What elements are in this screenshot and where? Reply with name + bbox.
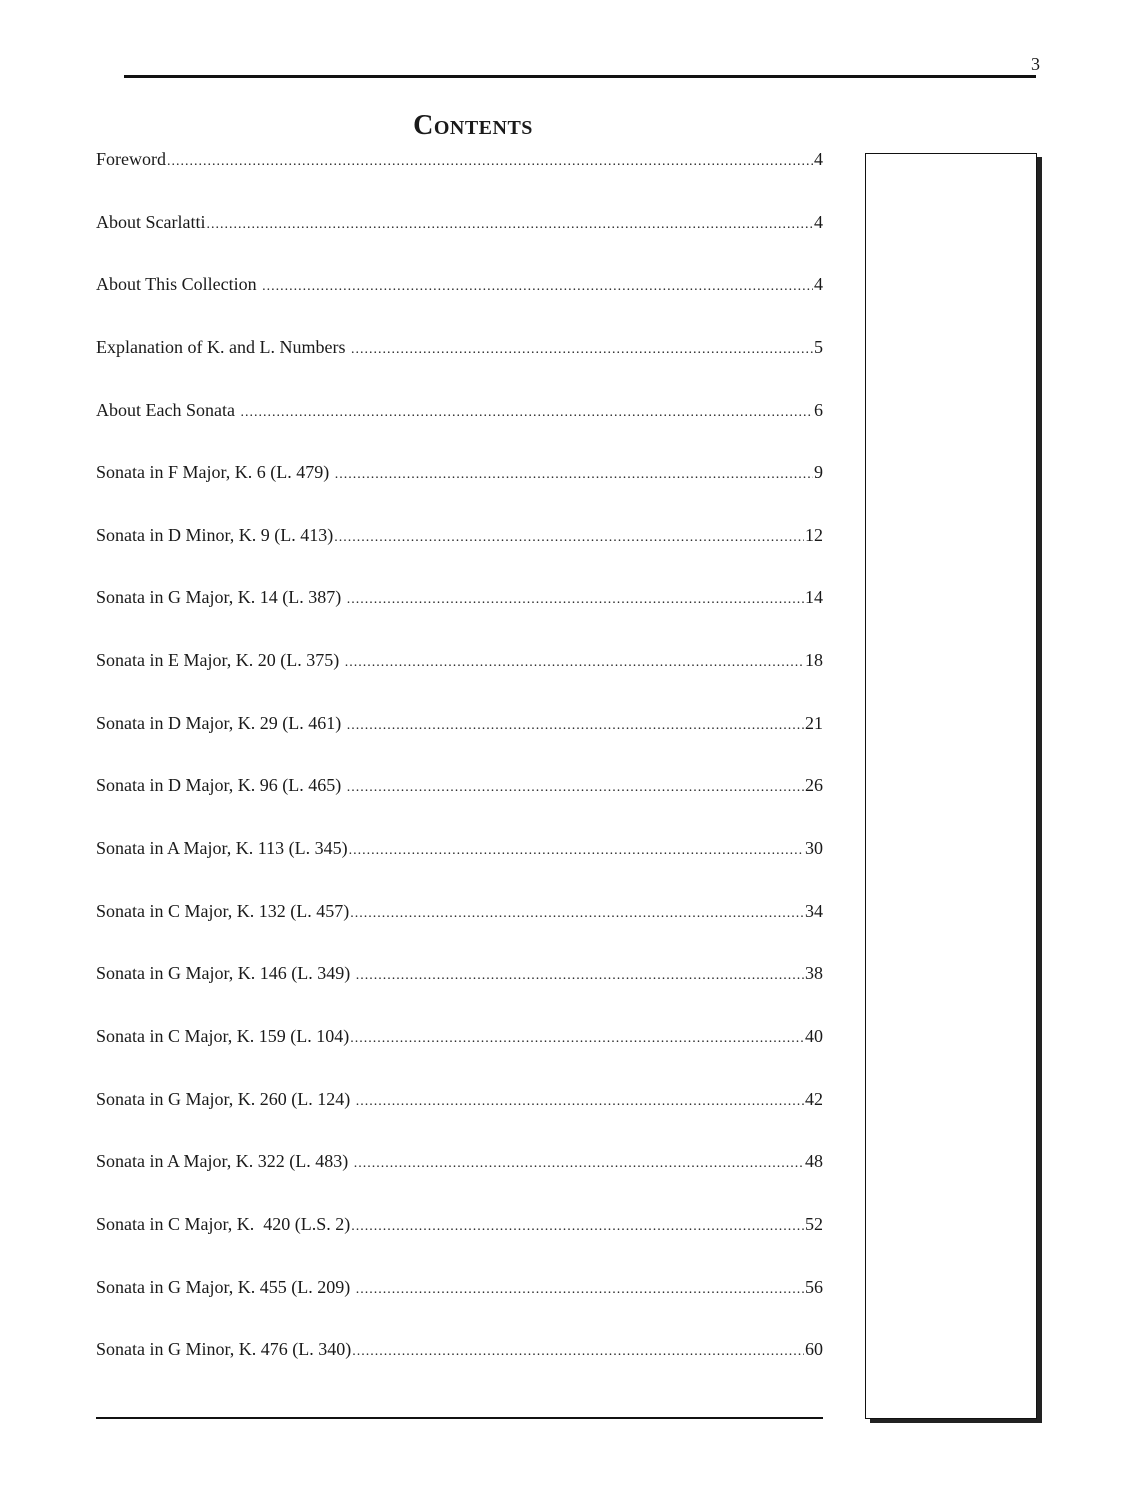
toc-entry-page: 4 bbox=[814, 149, 823, 169]
sidebar-box bbox=[865, 153, 1037, 1419]
toc-entry-label: Sonata in D Minor, K. 9 (L. 413) bbox=[96, 524, 334, 545]
toc-entry-page: 12 bbox=[805, 524, 823, 545]
dot-leader bbox=[334, 530, 804, 546]
toc-entry[interactable] bbox=[96, 149, 823, 212]
header-rule bbox=[124, 75, 1036, 78]
toc-entry-label: About Each Sonata bbox=[96, 399, 240, 420]
toc-entry[interactable] bbox=[96, 963, 823, 1026]
toc-entry[interactable] bbox=[96, 1214, 823, 1277]
toc-entry-page: 6 bbox=[814, 399, 823, 420]
toc-entry[interactable] bbox=[96, 713, 823, 776]
toc-entry-label: Sonata in A Major, K. 322 (L. 483) bbox=[96, 1151, 353, 1172]
toc-entry[interactable] bbox=[96, 462, 823, 525]
toc-entry[interactable] bbox=[96, 337, 823, 400]
dot-leader bbox=[262, 279, 813, 295]
toc-entry-label: Sonata in G Major, K. 455 (L. 209) bbox=[96, 1276, 355, 1297]
toc-entry-page: 48 bbox=[805, 1151, 823, 1172]
dot-leader bbox=[347, 592, 804, 608]
toc-entry-label: Sonata in C Major, K. 159 (L. 104) bbox=[96, 1025, 350, 1046]
toc-entry-page: 9 bbox=[814, 462, 823, 483]
dot-leader bbox=[350, 1031, 804, 1047]
toc-entry[interactable] bbox=[96, 212, 823, 275]
toc-entry-page: 60 bbox=[805, 1339, 823, 1360]
toc-entry-page: 14 bbox=[805, 587, 823, 608]
toc-entry[interactable] bbox=[96, 1339, 823, 1402]
page-number: 3 bbox=[1031, 54, 1040, 74]
dot-leader bbox=[335, 467, 813, 483]
toc-entry[interactable] bbox=[96, 775, 823, 838]
table-of-contents bbox=[96, 149, 823, 1402]
toc-entry-page: 4 bbox=[814, 274, 823, 295]
toc-entry-page: 26 bbox=[805, 775, 823, 796]
toc-entry-page: 30 bbox=[805, 838, 823, 859]
dot-leader bbox=[352, 1344, 804, 1360]
toc-entry-page: 52 bbox=[805, 1213, 823, 1234]
toc-entry[interactable] bbox=[96, 1151, 823, 1214]
toc-entry-label: About Scarlatti bbox=[96, 211, 206, 232]
toc-entry[interactable] bbox=[96, 901, 823, 964]
toc-entry-label: Sonata in F Major, K. 6 (L. 479) bbox=[96, 462, 334, 483]
toc-entry-label: Sonata in E Major, K. 20 (L. 375) bbox=[96, 650, 344, 671]
toc-entry-page: 40 bbox=[805, 1025, 823, 1046]
toc-entry[interactable] bbox=[96, 650, 823, 713]
dot-leader bbox=[356, 968, 804, 984]
toc-entry-label: Sonata in C Major, K. 420 (L.S. 2) bbox=[96, 1213, 351, 1234]
toc-entry-label: Sonata in C Major, K. 132 (L. 457) bbox=[96, 900, 350, 921]
dot-leader bbox=[349, 843, 804, 859]
toc-entry-page: 34 bbox=[805, 900, 823, 921]
dot-leader bbox=[350, 906, 804, 922]
toc-entry-label: Sonata in G Minor, K. 476 (L. 340) bbox=[96, 1339, 352, 1360]
page-title: Contents bbox=[413, 110, 533, 141]
dot-leader bbox=[351, 342, 813, 358]
dot-leader bbox=[167, 154, 813, 170]
dot-leader bbox=[347, 718, 804, 734]
toc-entry-page: 4 bbox=[814, 211, 823, 232]
toc-entry-page: 42 bbox=[805, 1088, 823, 1109]
toc-entry[interactable] bbox=[96, 274, 823, 337]
toc-entry[interactable] bbox=[96, 400, 823, 463]
toc-entry-label: Sonata in G Major, K. 260 (L. 124) bbox=[96, 1088, 355, 1109]
toc-entry[interactable] bbox=[96, 1089, 823, 1152]
dot-leader bbox=[351, 1219, 804, 1235]
toc-entry-label: Sonata in A Major, K. 113 (L. 345) bbox=[96, 838, 348, 859]
toc-entry-label: Explanation of K. and L. Numbers bbox=[96, 336, 350, 357]
toc-entry-label: Sonata in D Major, K. 96 (L. 465) bbox=[96, 775, 346, 796]
toc-entry-label: Sonata in D Major, K. 29 (L. 461) bbox=[96, 712, 346, 733]
dot-leader bbox=[356, 1282, 804, 1298]
toc-entry[interactable] bbox=[96, 587, 823, 650]
toc-entry-label: Sonata in G Major, K. 146 (L. 349) bbox=[96, 963, 355, 984]
dot-leader bbox=[356, 1094, 804, 1110]
toc-entry-page: 18 bbox=[805, 650, 823, 671]
dot-leader bbox=[354, 1156, 804, 1172]
toc-entry[interactable] bbox=[96, 1277, 823, 1340]
dot-leader bbox=[347, 780, 804, 796]
dot-leader bbox=[206, 217, 813, 233]
dot-leader bbox=[240, 405, 813, 421]
toc-entry[interactable] bbox=[96, 1026, 823, 1089]
toc-entry-label: Foreword bbox=[96, 149, 166, 169]
toc-entry[interactable] bbox=[96, 838, 823, 901]
dot-leader bbox=[345, 655, 804, 671]
toc-entry-page: 21 bbox=[805, 712, 823, 733]
toc-entry-label: About This Collection bbox=[96, 274, 262, 295]
toc-entry-page: 56 bbox=[805, 1276, 823, 1297]
toc-entry-page: 38 bbox=[805, 963, 823, 984]
toc-entry-label: Sonata in G Major, K. 14 (L. 387) bbox=[96, 587, 346, 608]
toc-entry-page: 5 bbox=[814, 336, 823, 357]
toc-entry[interactable] bbox=[96, 525, 823, 588]
footer-rule bbox=[96, 1417, 823, 1419]
